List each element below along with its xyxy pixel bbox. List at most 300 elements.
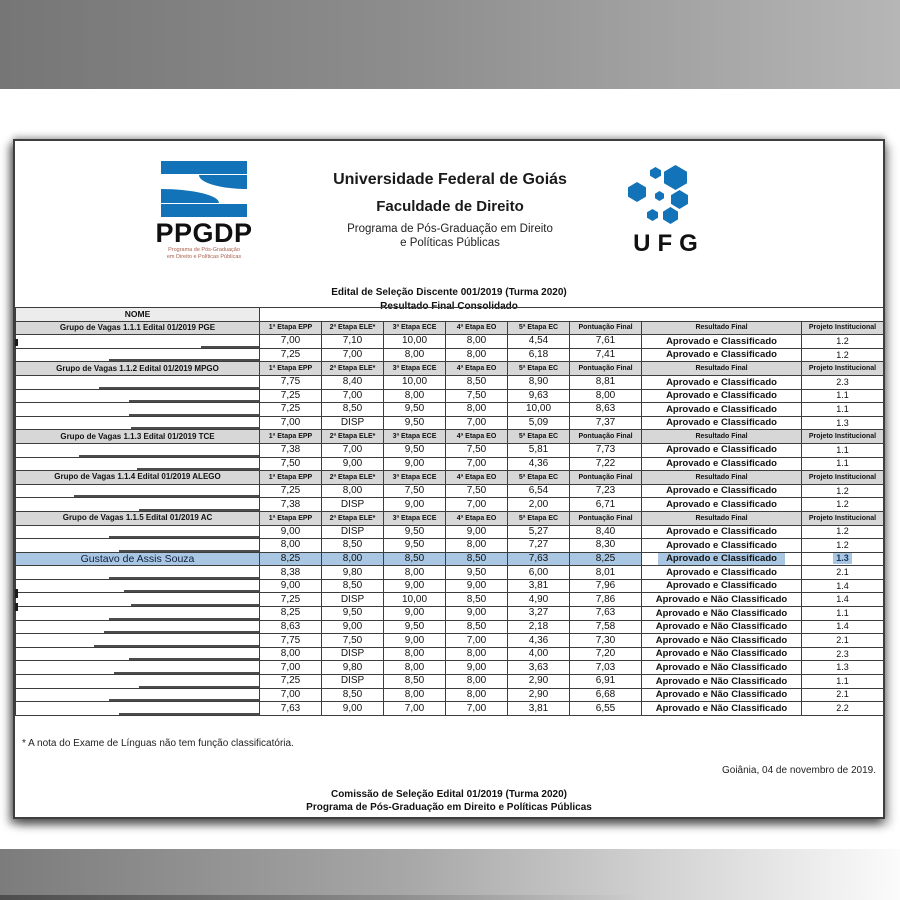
cell-etapa-epp: 7,00: [260, 416, 322, 430]
cell-etapa-ece: 10,00: [384, 593, 446, 607]
cell-pontuacao-final: 7,73: [570, 443, 642, 457]
group-header-row: [16, 362, 884, 376]
cell-projeto-institucional: 1.1: [802, 675, 884, 689]
cell-etapa-ele: 8,50: [322, 579, 384, 593]
cell-etapa-eo: 8,00: [446, 335, 508, 349]
cell-projeto-institucional: 1.1: [802, 389, 884, 403]
cell-etapa-ele: 9,50: [322, 607, 384, 621]
cell-etapa-ece: 9,50: [384, 539, 446, 553]
cell-etapa-epp: 7,00: [260, 661, 322, 675]
candidate-row: [16, 498, 884, 512]
ppgdp-logo: [148, 161, 260, 261]
scan-artifact: [15, 339, 18, 346]
cell-etapa-eo: 8,00: [446, 539, 508, 553]
cell-pontuacao-final: 6,91: [570, 675, 642, 689]
cell-etapa-epp: 7,50: [260, 457, 322, 471]
cell-projeto-institucional: 1.1: [802, 443, 884, 457]
column-header-cell: Pontuação Final: [570, 511, 642, 525]
nome-header-spacer-cell: [260, 308, 884, 322]
cell-etapa-ele: 9,00: [322, 620, 384, 634]
column-header-cell: 5ª Etapa EC: [508, 430, 570, 444]
group-title-cell: Grupo de Vagas 1.1.1 Edital 01/2019 PGE: [16, 321, 260, 335]
cell-pontuacao-final: 8,63: [570, 403, 642, 417]
cell-etapa-ec: 10,00: [508, 403, 570, 417]
cell-etapa-eo: 8,00: [446, 647, 508, 661]
candidate-row: [16, 403, 884, 417]
cell-projeto-institucional: 1.2: [802, 539, 884, 553]
cell-etapa-eo: 7,00: [446, 416, 508, 430]
cell-pontuacao-final: 8,00: [570, 389, 642, 403]
cell-etapa-ec: 4,36: [508, 634, 570, 648]
cell-etapa-eo: 8,00: [446, 403, 508, 417]
cell-pontuacao-final: 7,30: [570, 634, 642, 648]
cell-etapa-ece: 8,00: [384, 688, 446, 702]
cell-etapa-eo: 9,50: [446, 566, 508, 580]
column-header-cell: Projeto Institucional: [802, 362, 884, 376]
group-header-row: [16, 471, 884, 485]
cell-etapa-eo: 9,00: [446, 607, 508, 621]
candidate-name-cell: [16, 634, 260, 648]
cell-etapa-ece: 10,00: [384, 335, 446, 349]
cell-etapa-ec: 4,90: [508, 593, 570, 607]
redacted-name-line: [131, 427, 259, 429]
ppgdp-wave-icon: [161, 189, 219, 203]
cell-resultado-final: Aprovado e Classificado: [642, 579, 802, 593]
cell-resultado-final: Aprovado e Classificado: [642, 443, 802, 457]
ufg-acronym: UFG: [633, 230, 705, 257]
column-header-cell: 4ª Etapa EO: [446, 362, 508, 376]
cell-etapa-ec: 5,09: [508, 416, 570, 430]
candidate-row: [16, 702, 884, 716]
cell-pontuacao-final: 7,23: [570, 484, 642, 498]
candidate-name-cell: [16, 647, 260, 661]
cell-etapa-epp: 7,25: [260, 484, 322, 498]
institution-header: [267, 171, 633, 251]
cell-projeto-institucional: 1.1: [802, 457, 884, 471]
redacted-name-line: [119, 713, 259, 715]
cell-etapa-epp: 7,38: [260, 498, 322, 512]
cell-projeto-institucional: 2.1: [802, 566, 884, 580]
cell-projeto-institucional: 1.2: [802, 484, 884, 498]
group-title-cell: Grupo de Vagas 1.1.2 Edital 01/2019 MPGO: [16, 362, 260, 376]
result-title-line: Resultado Final Consolidado: [380, 300, 518, 312]
cell-etapa-epp: 7,25: [260, 593, 322, 607]
cell-etapa-ec: 6,00: [508, 566, 570, 580]
cell-resultado-final: Aprovado e Classificado: [642, 375, 802, 389]
cell-etapa-ec: 3,81: [508, 579, 570, 593]
cell-pontuacao-final: 8,01: [570, 566, 642, 580]
cell-pontuacao-final: 7,86: [570, 593, 642, 607]
cell-etapa-ele: 8,00: [322, 484, 384, 498]
ppgdp-subtext-line2: em Direito e Políticas Públicas: [166, 253, 242, 260]
scan-artifact: [15, 589, 18, 598]
candidate-name-cell: [16, 688, 260, 702]
cell-etapa-ele: DISP: [322, 647, 384, 661]
candidate-name-cell: [16, 579, 260, 593]
cell-pontuacao-final: 6,68: [570, 688, 642, 702]
cell-etapa-ece: 8,00: [384, 661, 446, 675]
cell-etapa-ele: DISP: [322, 525, 384, 539]
candidate-row: [16, 579, 884, 593]
cell-etapa-epp: 7,25: [260, 389, 322, 403]
candidate-row: [16, 416, 884, 430]
cell-etapa-eo: 8,50: [446, 593, 508, 607]
cell-pontuacao-final: 8,40: [570, 525, 642, 539]
cell-etapa-ec: 4,36: [508, 457, 570, 471]
cell-resultado-final: Aprovado e Não Classificado: [642, 688, 802, 702]
candidate-name-cell: [16, 348, 260, 362]
cell-etapa-eo: 9,00: [446, 661, 508, 675]
cell-etapa-ec: 3,81: [508, 702, 570, 716]
cell-etapa-ele: 8,00: [322, 552, 384, 566]
cell-projeto-institucional: 2.1: [802, 688, 884, 702]
candidate-name-cell: [16, 620, 260, 634]
candidate-row: [16, 647, 884, 661]
cell-etapa-ec: 9,63: [508, 389, 570, 403]
cell-etapa-ec: 8,90: [508, 375, 570, 389]
bottom-gradient-band: [0, 849, 900, 900]
cell-etapa-epp: 7,25: [260, 675, 322, 689]
cell-projeto-institucional: 1.3: [802, 416, 884, 430]
ppgdp-subtext-line1: Programa de Pós-Graduação: [168, 247, 240, 253]
cell-etapa-eo: 8,00: [446, 348, 508, 362]
cell-etapa-ec: 5,27: [508, 525, 570, 539]
cell-etapa-ele: DISP: [322, 593, 384, 607]
cell-etapa-eo: 7,50: [446, 484, 508, 498]
candidate-name-cell: [16, 403, 260, 417]
cell-etapa-ele: DISP: [322, 416, 384, 430]
cell-resultado-final: Aprovado e Não Classificado: [642, 675, 802, 689]
cell-etapa-eo: 8,50: [446, 620, 508, 634]
cell-projeto-institucional: 1.1: [802, 403, 884, 417]
cell-etapa-ece: 9,00: [384, 579, 446, 593]
cell-pontuacao-final: 7,58: [570, 620, 642, 634]
candidate-row: [16, 335, 884, 349]
date-line: Goiânia, 04 de novembro de 2019.: [722, 765, 876, 776]
cell-pontuacao-final: 8,25: [570, 552, 642, 566]
candidate-name-cell: [16, 675, 260, 689]
cell-pontuacao-final: 6,71: [570, 498, 642, 512]
cell-etapa-epp: 8,25: [260, 607, 322, 621]
redacted-name-line: [109, 359, 259, 361]
cell-etapa-ele: 9,00: [322, 702, 384, 716]
cell-projeto-institucional: 1.1: [802, 607, 884, 621]
cell-etapa-ece: 8,00: [384, 389, 446, 403]
ufg-hexagon-icon: [663, 207, 678, 224]
candidate-name-cell: [16, 457, 260, 471]
candidate-row: [16, 539, 884, 553]
column-header-cell: Resultado Final: [642, 321, 802, 335]
cell-etapa-ele: 9,80: [322, 661, 384, 675]
candidate-name-cell: [16, 566, 260, 580]
group-header-row: [16, 511, 884, 525]
cell-etapa-ec: 6,18: [508, 348, 570, 362]
column-header-cell: 1ª Etapa EPP: [260, 321, 322, 335]
candidate-name-cell: [16, 443, 260, 457]
candidate-row: [16, 389, 884, 403]
scan-artifact: [15, 603, 18, 611]
cell-pontuacao-final: 8,81: [570, 375, 642, 389]
cell-pontuacao-final: 7,37: [570, 416, 642, 430]
cell-etapa-ele: 7,50: [322, 634, 384, 648]
cell-etapa-ele: 8,50: [322, 403, 384, 417]
cell-projeto-institucional: 1.2: [802, 335, 884, 349]
cell-resultado-final: Aprovado e Não Classificado: [642, 702, 802, 716]
cell-etapa-ece: 9,50: [384, 620, 446, 634]
cell-projeto-institucional: 1.4: [802, 620, 884, 634]
language-exam-footnote: * A nota do Exame de Línguas não tem função classificatória.: [22, 738, 294, 749]
committee-signature-line1: Comissão de Seleção Edital 01/2019 (Turma 2020): [330, 789, 568, 800]
cell-resultado-final: Aprovado e Classificado: [642, 348, 802, 362]
ppgdp-logo-bar-bottom: [161, 204, 247, 217]
cell-resultado-final: Aprovado e Classificado: [642, 403, 802, 417]
cell-etapa-eo: 7,00: [446, 498, 508, 512]
top-gradient-band: [0, 0, 900, 89]
cell-pontuacao-final: 7,63: [570, 607, 642, 621]
cell-etapa-eo: 7,00: [446, 457, 508, 471]
faculty-name: Faculdade de Direito: [376, 198, 524, 215]
cell-pontuacao-final: 6,55: [570, 702, 642, 716]
cell-etapa-eo: 8,50: [446, 552, 508, 566]
cell-projeto-institucional: 1.3: [802, 661, 884, 675]
cell-projeto-institucional: [802, 552, 884, 566]
ufg-hexagon-icon: [671, 190, 688, 209]
cell-projeto-institucional: 1.4: [802, 579, 884, 593]
cell-etapa-ece: 10,00: [384, 375, 446, 389]
column-header-cell: Resultado Final: [642, 362, 802, 376]
column-header-cell: 1ª Etapa EPP: [260, 362, 322, 376]
cell-etapa-eo: 8,50: [446, 375, 508, 389]
cell-etapa-ele: 7,00: [322, 443, 384, 457]
cell-etapa-epp: 8,63: [260, 620, 322, 634]
cell-etapa-ece: 8,00: [384, 566, 446, 580]
column-header-cell: 4ª Etapa EO: [446, 430, 508, 444]
candidate-name-cell: [16, 335, 260, 349]
ufg-hexagon-icon: [628, 182, 646, 202]
cell-etapa-epp: 7,00: [260, 335, 322, 349]
cell-etapa-epp: 7,25: [260, 403, 322, 417]
edital-title-line: Edital de Seleção Discente 001/2019 (Turma 2020): [331, 287, 567, 298]
cell-etapa-ec: 7,27: [508, 539, 570, 553]
cell-etapa-epp: 7,38: [260, 443, 322, 457]
column-header-cell: Resultado Final: [642, 511, 802, 525]
cell-etapa-epp: 7,75: [260, 634, 322, 648]
cell-resultado-final: Aprovado e Classificado: [642, 566, 802, 580]
cell-etapa-eo: 7,00: [446, 634, 508, 648]
cell-etapa-ec: 3,27: [508, 607, 570, 621]
candidate-name-cell: [16, 661, 260, 675]
column-header-cell: 3ª Etapa ECE: [384, 362, 446, 376]
column-header-cell: 1ª Etapa EPP: [260, 430, 322, 444]
candidate-row: [16, 620, 884, 634]
cell-etapa-ele: DISP: [322, 675, 384, 689]
cell-etapa-ele: 9,80: [322, 566, 384, 580]
ufg-hexagon-cluster: [611, 165, 721, 227]
cell-resultado-final: Aprovado e Não Classificado: [642, 661, 802, 675]
ufg-hexagon-icon: [647, 209, 658, 221]
resultado-highlight: Aprovado e Classificado: [658, 552, 785, 565]
committee-signature-line2: Programa de Pós-Graduação em Direito e Políticas Públicas: [306, 802, 592, 813]
cell-projeto-institucional: 1.4: [802, 593, 884, 607]
candidate-row: [16, 688, 884, 702]
column-header-cell: 2ª Etapa ELE*: [322, 430, 384, 444]
cell-etapa-eo: 7,00: [446, 702, 508, 716]
cell-resultado-final: Aprovado e Não Classificado: [642, 634, 802, 648]
cell-etapa-ece: 8,00: [384, 647, 446, 661]
candidate-name-cell: [16, 593, 260, 607]
candidate-name-cell: [16, 484, 260, 498]
group-title-cell: Grupo de Vagas 1.1.5 Edital 01/2019 AC: [16, 511, 260, 525]
candidate-row: [16, 457, 884, 471]
column-header-cell: 4ª Etapa EO: [446, 321, 508, 335]
cell-resultado-final: Aprovado e Não Classificado: [642, 593, 802, 607]
candidate-row: [16, 607, 884, 621]
column-header-cell: Pontuação Final: [570, 362, 642, 376]
candidate-name-cell: Gustavo de Assis Souza: [16, 552, 260, 566]
cell-etapa-epp: 9,00: [260, 525, 322, 539]
ppgdp-logo-bar-top: [161, 161, 247, 174]
candidate-name-cell: [16, 539, 260, 553]
cell-pontuacao-final: 7,41: [570, 348, 642, 362]
university-name: Universidade Federal de Goiás: [333, 171, 567, 188]
cell-etapa-epp: 8,00: [260, 647, 322, 661]
column-header-cell: 2ª Etapa ELE*: [322, 321, 384, 335]
cell-etapa-ec: 2,00: [508, 498, 570, 512]
cell-etapa-ece: 9,00: [384, 634, 446, 648]
cell-etapa-ec: 3,63: [508, 661, 570, 675]
cell-etapa-ele: 7,00: [322, 389, 384, 403]
cell-etapa-ec: 4,54: [508, 335, 570, 349]
candidate-row: [16, 484, 884, 498]
cell-etapa-eo: 8,00: [446, 688, 508, 702]
cell-resultado-final: Aprovado e Classificado: [642, 416, 802, 430]
cell-etapa-ec: 4,00: [508, 647, 570, 661]
cell-etapa-ec: 2,90: [508, 675, 570, 689]
candidate-row: [16, 634, 884, 648]
column-header-cell: Pontuação Final: [570, 321, 642, 335]
cell-etapa-ece: 8,50: [384, 552, 446, 566]
candidate-name-cell: [16, 525, 260, 539]
program-name-line2: e Políticas Públicas: [400, 237, 500, 250]
column-header-cell: 4ª Etapa EO: [446, 511, 508, 525]
projeto-highlight: 1.3: [833, 552, 852, 564]
cell-etapa-epp: 7,63: [260, 702, 322, 716]
candidate-name-cell: [16, 498, 260, 512]
column-header-cell: 5ª Etapa EC: [508, 471, 570, 485]
cell-etapa-epp: 7,75: [260, 375, 322, 389]
candidate-row: [16, 348, 884, 362]
cell-etapa-ece: 9,50: [384, 416, 446, 430]
cell-etapa-epp: 7,25: [260, 348, 322, 362]
cell-resultado-final: Aprovado e Classificado: [642, 389, 802, 403]
cell-resultado-final: Aprovado e Classificado: [642, 525, 802, 539]
ufg-hexagon-icon: [655, 191, 664, 201]
column-header-cell: Resultado Final: [642, 471, 802, 485]
candidate-name-cell: [16, 702, 260, 716]
ufg-hexagon-icon: [650, 167, 661, 179]
cell-etapa-eo: 7,50: [446, 443, 508, 457]
column-header-cell: 1ª Etapa EPP: [260, 471, 322, 485]
column-header-cell: Resultado Final: [642, 430, 802, 444]
cell-resultado-final: Aprovado e Classificado: [642, 457, 802, 471]
ppgdp-acronym: PPGDP: [155, 218, 253, 248]
ppgdp-wave-icon: [199, 175, 247, 189]
cell-etapa-epp: 8,38: [260, 566, 322, 580]
cell-projeto-institucional: 1.2: [802, 498, 884, 512]
cell-projeto-institucional: 2.2: [802, 702, 884, 716]
cell-resultado-final: Aprovado e Classificado: [642, 335, 802, 349]
group-header-row: [16, 321, 884, 335]
cell-resultado-final: Aprovado e Não Classificado: [642, 620, 802, 634]
candidate-name-cell: [16, 416, 260, 430]
cell-etapa-ec: 2,90: [508, 688, 570, 702]
column-header-cell: 5ª Etapa EC: [508, 362, 570, 376]
cell-pontuacao-final: 7,20: [570, 647, 642, 661]
ufg-logo: [611, 165, 721, 258]
column-header-cell: 2ª Etapa ELE*: [322, 471, 384, 485]
cell-etapa-ece: 7,00: [384, 702, 446, 716]
cell-etapa-epp: 8,00: [260, 539, 322, 553]
cell-etapa-eo: 9,00: [446, 579, 508, 593]
highlighted-candidate-row: [16, 552, 884, 566]
cell-resultado-final: Aprovado e Não Classificado: [642, 647, 802, 661]
cell-etapa-ece: 9,00: [384, 607, 446, 621]
cell-etapa-ece: 8,50: [384, 675, 446, 689]
cell-etapa-ele: 9,00: [322, 457, 384, 471]
cell-etapa-ece: 9,50: [384, 443, 446, 457]
cell-etapa-eo: 7,50: [446, 389, 508, 403]
column-header-cell: 3ª Etapa ECE: [384, 321, 446, 335]
cell-etapa-ele: 8,40: [322, 375, 384, 389]
column-header-cell: 1ª Etapa EPP: [260, 511, 322, 525]
nome-header-row: [16, 308, 884, 322]
cell-resultado-final: Aprovado e Não Classificado: [642, 607, 802, 621]
candidate-name-cell: [16, 375, 260, 389]
column-header-cell: 3ª Etapa ECE: [384, 430, 446, 444]
candidate-row: [16, 443, 884, 457]
cell-etapa-ele: DISP: [322, 498, 384, 512]
cell-projeto-institucional: 1.2: [802, 525, 884, 539]
cell-etapa-ec: 5,81: [508, 443, 570, 457]
candidate-row: [16, 593, 884, 607]
cell-projeto-institucional: 2.3: [802, 647, 884, 661]
column-header-cell: 4ª Etapa EO: [446, 471, 508, 485]
cell-etapa-ece: 7,50: [384, 484, 446, 498]
candidate-row: [16, 566, 884, 580]
redacted-name-line: [137, 468, 259, 470]
cell-pontuacao-final: 7,61: [570, 335, 642, 349]
candidate-row: [16, 675, 884, 689]
cell-etapa-ec: 6,54: [508, 484, 570, 498]
cell-etapa-ele: 8,50: [322, 688, 384, 702]
group-header-row: [16, 430, 884, 444]
cell-etapa-ece: 9,00: [384, 498, 446, 512]
candidate-name-cell: [16, 607, 260, 621]
column-header-cell: Projeto Institucional: [802, 471, 884, 485]
column-header-cell: 5ª Etapa EC: [508, 511, 570, 525]
redacted-name-line: [139, 509, 259, 511]
cell-etapa-epp: 9,00: [260, 579, 322, 593]
program-name-line1: Programa de Pós-Graduação em Direito: [347, 223, 553, 235]
cell-etapa-epp: 7,00: [260, 688, 322, 702]
cell-resultado-final: Aprovado e Classificado: [642, 484, 802, 498]
candidate-row: [16, 661, 884, 675]
cell-etapa-eo: 9,00: [446, 525, 508, 539]
cell-etapa-ele: 7,00: [322, 348, 384, 362]
cell-pontuacao-final: 7,22: [570, 457, 642, 471]
cell-projeto-institucional: 1.2: [802, 348, 884, 362]
column-header-cell: 5ª Etapa EC: [508, 321, 570, 335]
